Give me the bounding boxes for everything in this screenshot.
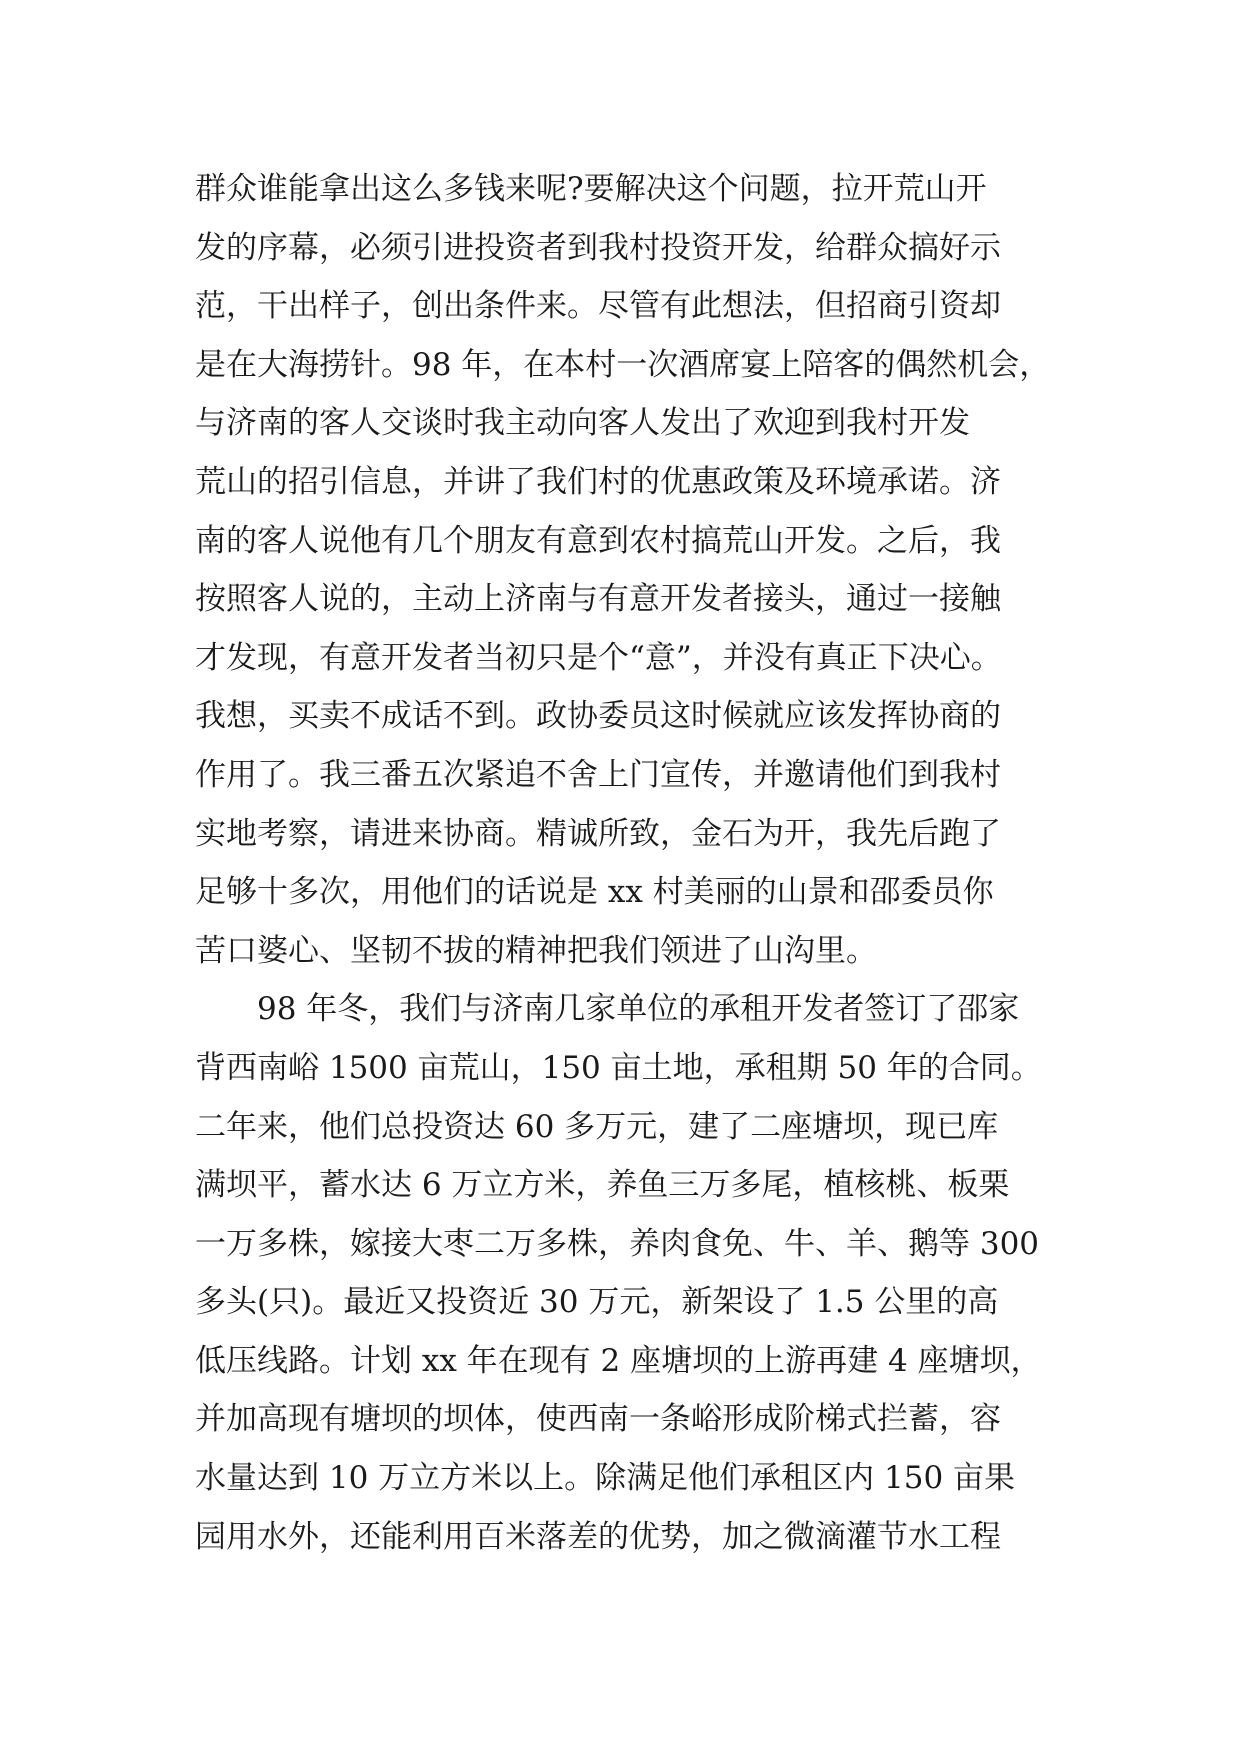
text-line: 荒山的招引信息，并讲了我们村的优惠政策及环境承诺。济 xyxy=(195,463,1001,500)
text-line: 多头(只)。最近又投资近 30 万元，新架设了 1.5 公里的高 xyxy=(195,1284,999,1321)
paragraph-1 xyxy=(195,160,1075,980)
text-line: 园用水外，还能利用百米落差的优势，加之微滴灌节水工程 xyxy=(195,1518,1001,1555)
text-line: 范，干出样子，创出条件来。尽管有此想法，但招商引资却 xyxy=(195,288,1001,325)
text-line: 群众谁能拿出这么多钱来呢?要解决这个问题，拉开荒山开 xyxy=(195,171,987,207)
text-line: 一万多株，嫁接大枣二万多株，养肉食免、牛、羊、鹅等 300 xyxy=(195,1225,1040,1262)
text-line: 南的客人说他有几个朋友有意到农村搞荒山开发。之后，我 xyxy=(195,522,1001,559)
text-line: 是在大海捞针。98 年，在本村一次酒席宴上陪客的偶然机会， xyxy=(195,346,1051,383)
text-line: 才发现，有意开发者当初只是个“意”，并没有真正下决心。 xyxy=(195,639,1002,676)
text-line: 苦口婆心、坚韧不拔的精神把我们领进了山沟里。 xyxy=(195,932,877,969)
paragraph-2 xyxy=(195,980,1075,1566)
text-line: 与济南的客人交谈时我主动向客人发出了欢迎到我村开发 xyxy=(195,405,970,442)
text-line: 足够十多次，用他们的话说是 xx 村美丽的山景和邵委员你 xyxy=(195,874,994,911)
text-line: 低压线路。计划 xx 年在现有 2 座塘坝的上游再建 4 座塘坝， xyxy=(195,1342,1042,1379)
text-line: 满坝平，蓄水达 6 万立方米，养鱼三万多尾，植核桃、板栗 xyxy=(195,1167,1010,1204)
text-line: 水量达到 10 万立方米以上。除满足他们承租区内 150 亩果 xyxy=(195,1460,1016,1497)
text-line: 98 年冬，我们与济南几家单位的承租开发者签订了邵家 xyxy=(257,991,1020,1028)
text-line: 二年来，他们总投资达 60 多万元，建了二座塘坝，现已库 xyxy=(195,1108,999,1145)
text-line: 作用了。我三番五次紧追不舍上门宣传，并邀请他们到我村 xyxy=(195,756,1001,793)
text-line: 我想，买卖不成话不到。政协委员这时候就应该发挥协商的 xyxy=(195,698,1001,735)
text-line: 背西南峪 1500 亩荒山，150 亩土地，承租期 50 年的合同。 xyxy=(195,1049,1042,1086)
text-line: 实地考察，请进来协商。精诚所致，金石为开，我先后跑了 xyxy=(195,815,1001,852)
text-line: 并加高现有塘坝的坝体，使西南一条峪形成阶梯式拦蓄，容 xyxy=(195,1401,1001,1438)
text-line: 发的序幕，必须引进投资者到我村投资开发，给群众搞好示 xyxy=(195,229,1001,266)
body-text xyxy=(195,160,1075,1566)
text-line: 按照客人说的，主动上济南与有意开发者接头，通过一接触 xyxy=(195,581,1001,618)
